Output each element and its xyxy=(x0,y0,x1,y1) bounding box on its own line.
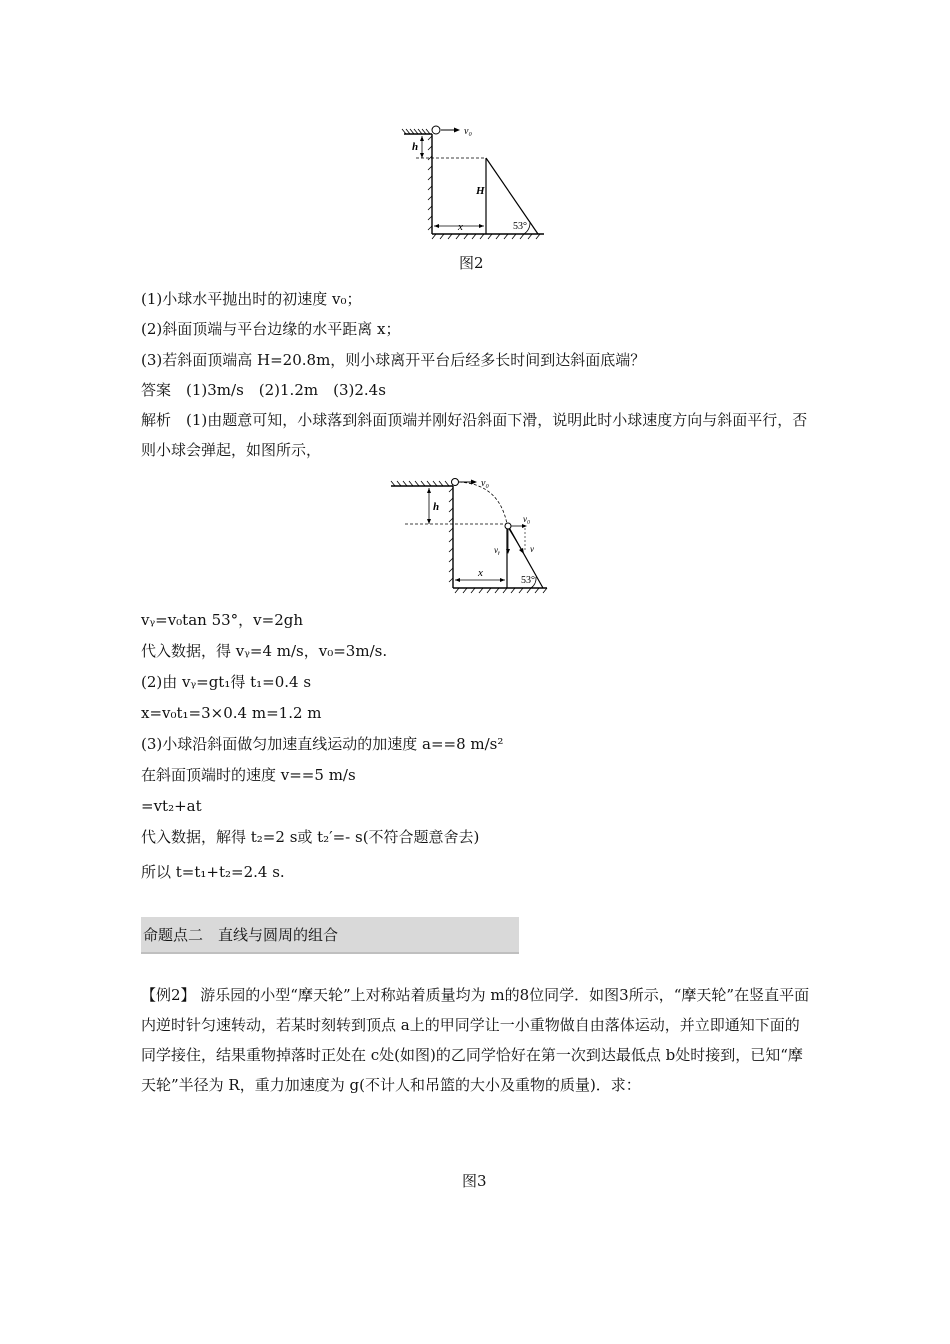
figure-3-caption: 图3 xyxy=(462,1172,487,1190)
figure-2-h-label: h xyxy=(412,141,419,153)
solution-line-4: x=v₀t₁=3×0.4 m=1.2 m xyxy=(141,704,322,722)
question-1: (1)小球水平抛出时的初速度 v₀； xyxy=(141,290,362,308)
analysis-v-label: v xyxy=(530,544,534,554)
analysis-intro: 解析 (1)由题意可知，小球落到斜面顶端并刚好沿斜面下滑，说明此时小球速度方向与斜面平行，否则小球会弹起，如图所示， xyxy=(141,411,808,459)
solution-line-6: 在斜面顶端时的速度 v==5 m/s xyxy=(141,766,356,784)
figure-2-H-label: H xyxy=(476,185,485,197)
analysis-v0-top-label: v₀ xyxy=(481,478,489,489)
example-2-text: 【例2】 游乐园的小型“摩天轮”上对称站着质量均为 m的8位同学．如图3所示，“摩天轮”在竖直平面内逆时针匀速转动，若某时刻转到顶点 a上的甲同学让一小重物做自由落体运动，并立即通知下面的同学接住，结果重物掉落时正处在 c处(如图)的乙同学恰好在第一次到达最低点 b处时接到，已知“摩天轮”半径为 R，重力加速度为 g(不计人和吊篮的大小及重物的质量)．求： xyxy=(141,986,810,1094)
solution-line-7: =vt₂+at xyxy=(141,797,202,815)
section-heading-bar xyxy=(141,917,519,954)
solution-line-9: 所以 t=t₁+t₂=2.4 s. xyxy=(141,863,285,881)
analysis-vy-label: vᵧ xyxy=(494,545,501,555)
figure-2-caption: 图2 xyxy=(459,254,484,272)
solution-line-1: vᵧ=v₀tan 53°，v=2gh xyxy=(141,611,304,629)
solution-line-8: 代入数据，解得 t₂=2 s或 t₂′=- s(不符合题意舍去) xyxy=(141,828,480,846)
question-3: (3)若斜面顶端高 H=20.8m，则小球离开平台后经多长时间到达斜面底端？ xyxy=(141,351,646,369)
figure-2-angle-label: 53° xyxy=(513,221,527,232)
analysis-h-label: h xyxy=(433,501,440,513)
solution-line-3: (2)由 vᵧ=gt₁得 t₁=0.4 s xyxy=(141,673,312,691)
figure-2-diagram xyxy=(398,118,548,240)
answer-line: 答案 (1)3m/s (2)1.2m (3)2.4s xyxy=(141,381,386,399)
analysis-angle-label: 53° xyxy=(521,575,535,586)
analysis-v0-small-label: v₀ xyxy=(523,514,531,524)
analysis-x-label: x xyxy=(478,567,483,579)
analysis-diagram xyxy=(389,476,551,598)
question-2: (2)斜面顶端与平台边缘的水平距离 x； xyxy=(141,320,401,338)
figure-2-v0-label: v₀ xyxy=(464,126,472,137)
figure-2-x-label: x xyxy=(458,221,463,233)
section-title: 命题点二 直线与圆周的组合 xyxy=(143,926,339,944)
solution-line-2: 代入数据，得 vᵧ=4 m/s，v₀=3m/s. xyxy=(141,642,388,660)
solution-line-5: (3)小球沿斜面做匀加速直线运动的加速度 a==8 m/s² xyxy=(141,735,504,753)
